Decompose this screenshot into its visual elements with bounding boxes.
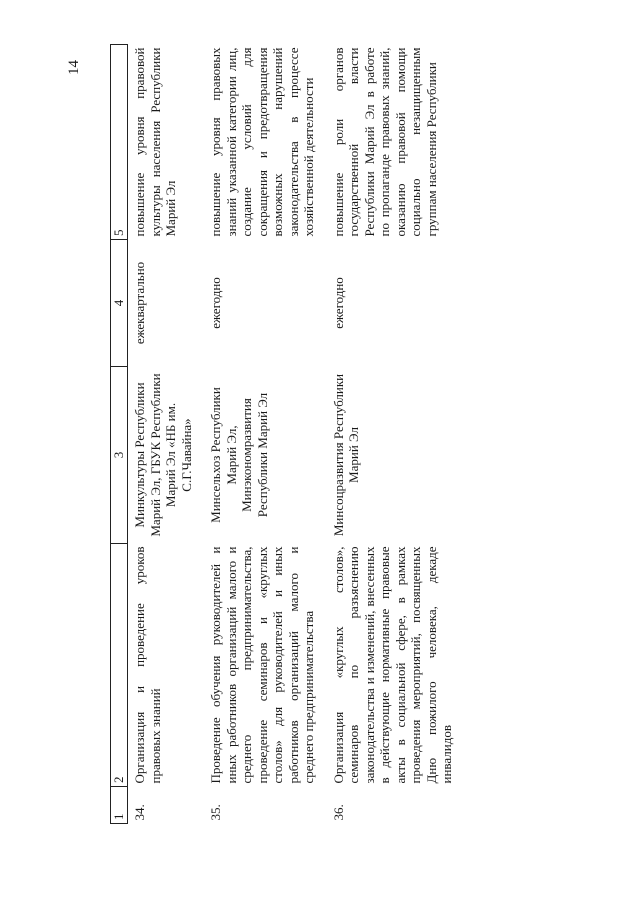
row-number: 36. [330,804,346,821]
event-cell: Организация и проведение уроков правовых знаний [132,546,163,784]
responsible-cell: Минкультуры Республики Марий Эл, ГБУК Республики Марий Эл «НБ им. С.Г.Чавайна» [132,373,194,537]
responsible-cell: Минсоцразвития Республики Марий Эл [330,373,361,537]
result-cell: повышение уровня правовой культуры населения Республики Марий Эл [132,47,178,237]
table-row [204,45,327,824]
period-cell: ежегодно [208,277,223,329]
responsible-cell: Минсельхоз Республики Марий Эл, Минэкономразвития Республики Марий Эл [208,387,270,523]
measures-table [110,44,465,824]
result-cell: повышение роли органов государственной власти Республики Марий Эл в работе по пропаганде правовых знаний, оказанию правовой помощи социально незащищенным группам населения Республики [330,47,439,237]
event-cell: Организация «круглых столов», семинаров по разъяснению законодательства и изменений, внесенных в действующие нормативные правовые акты в социальной сфере, в рамках проведения мероприятий, посвященных Дню пожилого человека, декаде инвалидов [330,546,454,784]
period-cell: ежеквартально [132,261,147,345]
column-header-1: 1 [111,787,128,824]
row-number: 34. [132,804,147,821]
column-header-2: 2 [111,544,128,787]
column-header-5: 5 [111,45,128,240]
result-cell: повышение уровня правовых знаний указанной категории лиц, создание условий для сокращения и предотвращения возможных нарушений законодательства в процессе хозяйственной деятельности [208,47,316,237]
event-cell: Проведение обучения руководителей и иных работников организаций малого и среднего предпринимательства, проведение семинаров и «круглых столов» для руководителей и иных работников организаций малого и среднего предпринимательства [208,546,316,784]
table-row [128,45,205,824]
document-page [60,47,580,852]
table-header-row [111,45,128,824]
column-header-3: 3 [111,367,128,544]
period-cell: ежегодно [330,277,346,329]
page-number: 14 [66,60,82,75]
column-header-4: 4 [111,240,128,367]
table-row [327,45,465,824]
row-number: 35. [208,804,223,821]
